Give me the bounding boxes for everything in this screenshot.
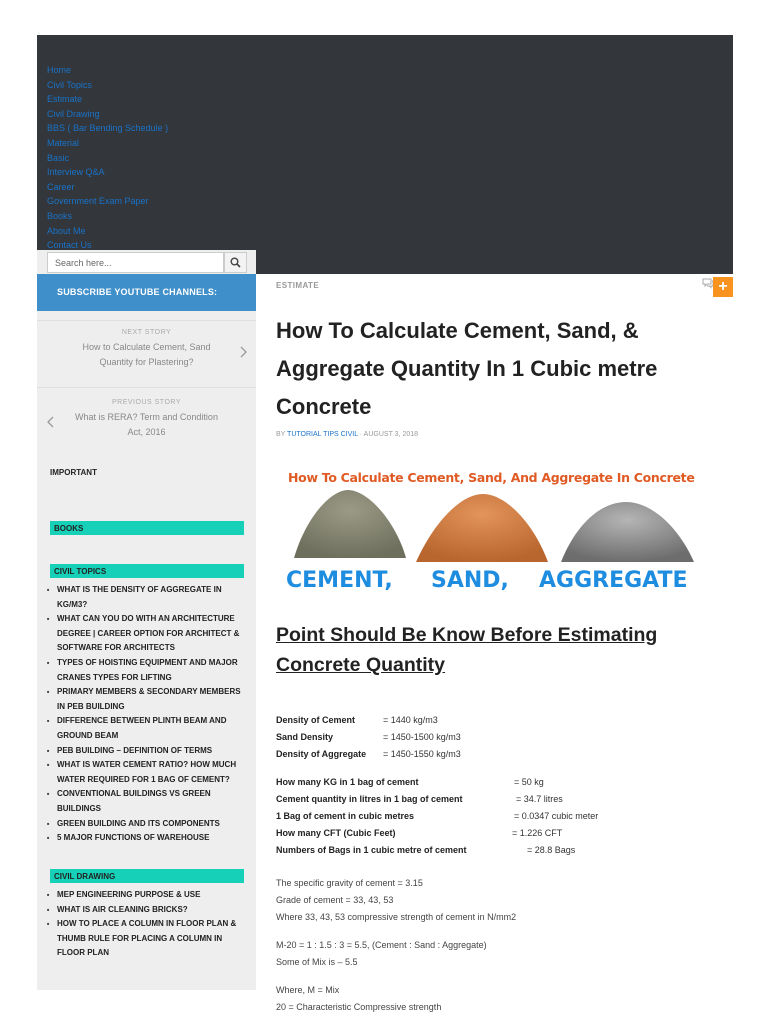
byline-prefix: BY: [276, 431, 286, 438]
nav-item-bbs-bar-bending-schedule[interactable]: BBS ( Bar Bending Schedule ): [47, 123, 169, 134]
nav-item-interview-q-a[interactable]: Interview Q&A: [47, 167, 105, 178]
next-story-kicker: NEXT STORY: [121, 329, 172, 336]
density-value: = 1440 kg/m3: [383, 715, 438, 725]
paragraph-line: Where, M = Mix: [276, 985, 340, 995]
search-button[interactable]: [224, 252, 247, 273]
fact-value: = 0.0347 cubic meter: [514, 811, 599, 821]
nav-item-civil-drawing[interactable]: Civil Drawing: [47, 108, 100, 119]
site-header: [37, 35, 733, 274]
search-input[interactable]: Search here...: [47, 252, 224, 273]
paragraph-line: Some of Mix is – 5.5: [276, 957, 358, 967]
civil-topics-heading: CIVIL TOPICS: [50, 564, 244, 578]
fact-value: = 50 kg: [514, 777, 544, 787]
author-link[interactable]: TUTORIAL TIPS CIVIL: [287, 431, 358, 438]
search-icon: [230, 257, 241, 268]
nav-item-basic[interactable]: Basic: [47, 152, 70, 163]
article: [256, 274, 733, 1012]
list-item[interactable]: ■ DIFFERENCE BETWEEN PLINTH BEAM AND GROUND BEAM: [57, 714, 247, 743]
fact-label: 1 Bag of cement in cubic metres: [276, 811, 415, 821]
post-date: · AUGUST 3, 2018: [359, 431, 419, 438]
byline: [276, 431, 418, 438]
nav-item-home[interactable]: Home: [47, 65, 72, 75]
list-item[interactable]: ■ GREEN BUILDING AND ITS COMPONENTS: [57, 817, 247, 832]
fact-value: = 34.7 litres: [516, 794, 563, 804]
density-label: Sand Density: [276, 732, 334, 742]
nav-item-books[interactable]: Books: [47, 210, 73, 221]
civil-drawing-heading: CIVIL DRAWING: [50, 869, 244, 883]
previous-story-kicker: PREVIOUS STORY: [112, 399, 181, 406]
nav-item-government-exam-paper[interactable]: Government Exam Paper: [47, 196, 149, 207]
cement-properties-paragraph: [276, 875, 516, 926]
paragraph-line: 20 = Characteristic Compressive strength: [276, 1002, 442, 1012]
hero-image: [276, 462, 716, 602]
list-item[interactable]: ■ WHAT CAN YOU DO WITH AN ARCHITECTURE DEGREE | CAREER OPTION FOR ARCHITECT & SOFTWARE FOR ARCHITECTS: [57, 612, 247, 656]
chevron-right-icon[interactable]: [239, 345, 249, 359]
hero-image-title: How To Calculate Cement, Sand, And Aggregate In Concrete: [288, 470, 695, 485]
density-value: = 1450-1550 kg/m3: [383, 749, 461, 759]
list-item[interactable]: ■ 5 MAJOR FUNCTIONS OF WAREHOUSE: [57, 831, 247, 846]
share-plus-button[interactable]: +: [713, 277, 733, 297]
mix-ratio-paragraph: [276, 937, 487, 971]
fact-value: = 1.226 CFT: [512, 828, 563, 838]
paragraph-line: The specific gravity of cement = 3.15: [276, 878, 423, 888]
category-link[interactable]: ESTIMATE: [276, 281, 320, 290]
paragraph-line: Where 33, 43, 53 compressive strength of cement in N/mm2: [276, 912, 517, 922]
paragraph-line: Grade of cement = 33, 43, 53: [276, 895, 394, 905]
nav-item-estimate[interactable]: Estimate: [47, 94, 83, 105]
post-title: How To Calculate Cement, Sand, & Aggregate Quantity In 1 Cubic metre Concrete: [276, 318, 658, 419]
important-heading: IMPORTANT: [50, 468, 97, 477]
hero-word-sand: SAND,: [431, 568, 509, 593]
list-item[interactable]: ■ WHAT IS WATER CEMENT RATIO? HOW MUCH WATER REQUIRED FOR 1 BAG OF CEMENT?: [57, 758, 247, 787]
density-label: Density of Aggregate: [276, 749, 367, 759]
fact-label: Cement quantity in litres in 1 bag of cement: [276, 794, 463, 804]
list-item[interactable]: ■ CONVENTIONAL BUILDINGS VS GREEN BUILDINGS: [57, 787, 247, 816]
nav-item-civil-topics[interactable]: Civil Topics: [47, 79, 92, 90]
previous-story-title[interactable]: What is RERA? Term and Condition Act, 2016: [75, 412, 218, 437]
paragraph-line: M-20 = 1 : 1.5 : 3 = 5.5, (Cement : Sand : Aggregate): [276, 940, 487, 950]
next-story-link[interactable]: [37, 320, 256, 388]
hero-word-cement: CEMENT,: [286, 568, 393, 593]
books-heading: BOOKS: [50, 521, 244, 535]
top-navigation: [47, 63, 168, 253]
previous-story-link[interactable]: [37, 391, 256, 459]
civil-drawing-list: [57, 888, 247, 961]
cement-facts-list: [276, 774, 716, 859]
sidebar: [37, 250, 256, 990]
density-list: [276, 712, 716, 763]
list-item[interactable]: ■ WHAT IS THE DENSITY OF AGGREGATE IN KG/M3?: [57, 583, 247, 612]
list-item[interactable]: ■ TYPES OF HOISTING EQUIPMENT AND MAJOR CRANES TYPES FOR LIFTING: [57, 656, 247, 685]
nav-item-material[interactable]: Material: [47, 137, 80, 148]
list-item[interactable]: ■ PRIMARY MEMBERS & SECONDARY MEMBERS IN PEB BUILDING: [57, 685, 247, 714]
hero-word-aggregate: AGGREGATE: [539, 568, 688, 593]
fact-value: = 28.8 Bags: [527, 845, 576, 855]
list-item[interactable]: ■ WHAT IS AIR CLEANING BRICKS?: [57, 903, 247, 918]
density-label: Density of Cement: [276, 715, 356, 725]
nav-item-career[interactable]: Career: [47, 181, 75, 192]
page-frame: [37, 35, 733, 1012]
fact-label: How many CFT (Cubic Feet): [276, 828, 396, 838]
chevron-left-icon[interactable]: [45, 415, 55, 429]
next-story-title[interactable]: How to Calculate Cement, Sand Quantity for Plastering?: [82, 342, 211, 367]
fact-label: Numbers of Bags in 1 cubic metre of cement: [276, 845, 467, 855]
list-item[interactable]: ■ MEP ENGINEERING PURPOSE & USE: [57, 888, 247, 903]
list-item[interactable]: ■ HOW TO PLACE A COLUMN IN FLOOR PLAN & THUMB RULE FOR PLACING A COLUMN IN FLOOR PLAN: [57, 917, 247, 961]
mix-definition-paragraph: [276, 982, 441, 1016]
subscribe-youtube-heading: SUBSCRIBE YOUTUBE CHANNELS:: [37, 274, 256, 311]
civil-topics-list: [57, 583, 247, 846]
list-item[interactable]: ■ PEB BUILDING – DEFINITION OF TERMS: [57, 744, 247, 759]
fact-label: How many KG in 1 bag of cement: [276, 777, 419, 787]
density-value: = 1450-1500 kg/m3: [383, 732, 461, 742]
section-heading: Point Should Be Know Before Estimating Concrete Quantity: [276, 624, 658, 676]
nav-item-contact-us[interactable]: Contact Us: [47, 240, 92, 251]
nav-item-about-me[interactable]: About Me: [47, 225, 86, 236]
